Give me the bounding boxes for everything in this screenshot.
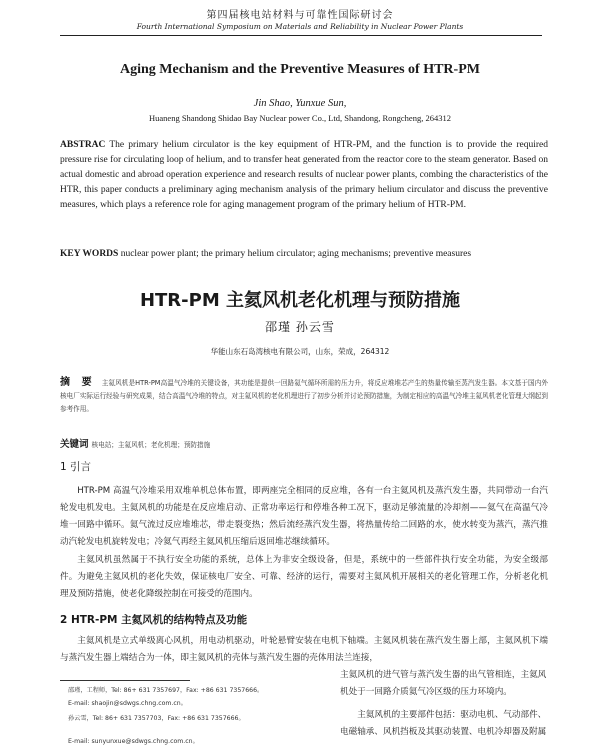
abstract-label: ABSTRAC <box>60 140 106 150</box>
section-2-right-column-2: 主氦风机的主要部件包括：驱动电机、气动部件、电磁轴承、风机挡板及其驱动装置、电机冷却器及附属 <box>340 710 547 737</box>
footnote-author-2: 孙云雪，Tel: 86+ 631 7357703，Fax: +86 631 7357666。 <box>68 715 245 722</box>
section-2-right-column-1: 主氦风机的进气管与蒸汽发生器的出气管相连，主氦风机处于一回路介质氦气冷区级的压力环境内。 <box>340 670 547 697</box>
keywords-chinese-label: 关键词 <box>60 439 89 450</box>
affiliation-english: Huaneng Shandong Shidao Bay Nuclear power Co., Ltd, Shandong, Rongcheng, 264312 <box>149 113 451 123</box>
paper-title-chinese: HTR-PM 主氦风机老化机理与预防措施 <box>139 290 461 311</box>
footnote-author-1: 邵瑾，工程师，Tel: 86+ 631 7357697，Fax: +86 631 7357666。 <box>68 687 264 694</box>
keywords-text: nuclear power plant; the primary helium circulator; aging mechanisms; preventive measures <box>118 249 472 259</box>
section-1-paragraph-1: HTR-PM 高温气冷堆采用双堆单机总体布置，即两座完全相同的反应堆，各有一台主氦风机及蒸汽发生器，共同带动一台汽轮发电机发电。主氦风机的功能是在反应堆启动、正常功率运行和停堆各种工况下，驱动足够流量的冷却剂——氦气在高温气冷堆一回路中循环。氦气流过反应堆堆芯，带走裂变热；然后流经蒸汽发生器，将热量传给二回路的水，使水转变为蒸汽，蒸汽推动汽轮发电机旋转发电；冷氦气再经主氦风机压缩后返回堆芯继续循环。 <box>60 486 548 547</box>
section-1-paragraph-2: 主氦风机虽然属于不执行安全功能的系统，总体上为非安全级设备，但是，系统中的一些部件执行安全功能，为安全级部件。为避免主氦风机的老化失效，保证核电厂安全、可靠、经济的运行，需要对主氦风机开展相关的老化管理工作，分析老化机理及预防措施，使老化降级控制在可接受的范围内。 <box>60 555 548 599</box>
paper-title-english: Aging Mechanism and the Preventive Measures of HTR-PM <box>120 62 480 77</box>
abstract-chinese-text: 主氦风机是HTR-PM高温气冷堆的关键设备，其功能是提供一回路氦气循环所需的压力升，将反应堆堆芯产生的热量传输至蒸汽发生器。本文基于国内外核电厂实际运行经验与研究成果，结合高温气冷堆的特点，对主氦风机的老化机理进行了初步分析并讨论预防措施，为制定相应的高温气冷堆主氦风机老化管理大纲起到参考作用。 <box>60 379 549 413</box>
footnote-email-2: E-mail: sunyunxue@sdwgs.chng.com.cn。 <box>68 738 199 745</box>
section-1-heading: 1 引言 <box>60 461 92 473</box>
authors-english: Jin Shao, Yunxue Sun, <box>253 98 347 109</box>
footnote-email-1: E-mail: shaojin@sdwgs.chng.com.cn。 <box>68 700 187 707</box>
keywords-label: KEY WORDS <box>60 249 119 259</box>
keywords-english <box>60 249 548 259</box>
header-chinese: 第四届核电站材料与可靠性国际研讨会 <box>206 10 394 21</box>
keywords-chinese <box>60 436 210 450</box>
running-header <box>0 6 600 31</box>
keywords-chinese-text: 核电站；主氦风机；老化机理；预防措施 <box>91 441 211 449</box>
abstract-text: The primary helium circulator is the key equipment of HTR-PM, and the function is to provide the required pressure rise for circulating loop of helium, and to transfer heat generated from the reactor core to the steam generator. Based on actual domestic and abroad operation experience and research results of nuclear power plants, combing the characteristics of the HTR, this paper conducts a preliminary aging mechanism analysis of the primary helium circulator and discuss the preventive measures, which plays a reference role for aging management program of the primary helium of HTR-PM. <box>60 140 548 210</box>
section-2-paragraph-1: 主氦风机是立式单级离心风机，用电动机驱动，叶轮悬臂安装在电机下轴端。主氦风机装在蒸汽发生器上部，主氦风机下端与蒸汽发生器上端结合为一体，即主氦风机的壳体与蒸汽发生器的壳体用法兰连接， <box>60 636 548 663</box>
abstract-chinese <box>60 376 548 416</box>
abstract-chinese-label: 摘 要 <box>60 377 96 388</box>
authors-chinese: 邵瑾 孙云雪 <box>265 320 335 334</box>
header-english: Fourth International Symposium on Materials and Reliability in Nuclear Power Plants <box>136 22 464 31</box>
abstract-english <box>60 138 548 213</box>
header-divider <box>60 35 542 36</box>
affiliation-chinese: 华能山东石岛湾核电有限公司，山东，荣成，264312 <box>210 347 390 356</box>
section-2-heading: 2 HTR-PM 主氦风机的结构特点及功能 <box>60 614 248 626</box>
footnote-divider <box>60 680 190 681</box>
